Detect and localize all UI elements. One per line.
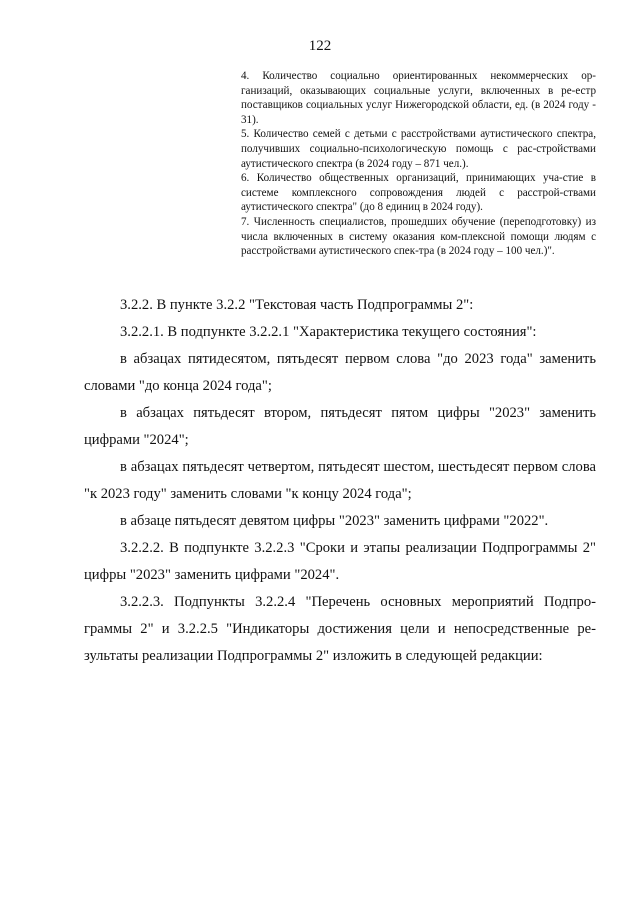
indicator-item: 7. Численность специалистов, прошедших обучение (переподготовку) из числа включенных в систему оказания ком-плексной помощи людям с расстройствами аутистического спек-тра (в 2024 году – 100 чел.)". xyxy=(241,215,596,258)
paragraph: 3.2.2.1. В подпункте 3.2.2.1 "Характеристика текущего состояния": xyxy=(120,324,537,340)
paragraph: 3.2.2.2. В подпункте 3.2.2.3 "Сроки и этапы реализации Подпрограммы 2" цифры "2023" заменить цифрами "2024". xyxy=(84,540,596,583)
indicator-item: 6. Количество общественных организаций, принимающих уча-стие в системе комплексного сопровождения людей с расстрой-ствами аутистического спектра" (до 8 единиц в 2024 году). xyxy=(241,172,596,214)
document-body xyxy=(84,292,596,670)
paragraph: в абзацах пятьдесят втором, пятьдесят пятом цифры "2023" заменить цифрами "2024"; xyxy=(84,405,596,448)
indicator-item: 4. Количество социально ориентированных некоммерческих ор-ганизаций, оказывающих социальные услуги, включенных в ре-естр поставщиков социальных услуг Нижегородской области, ед. (в 2024 году - 31). xyxy=(241,70,596,126)
indicator-table-cell xyxy=(241,69,596,259)
paragraph: 3.2.2. В пункте 3.2.2 "Текстовая часть Подпрограммы 2": xyxy=(120,297,474,313)
paragraph: 3.2.2.3. Подпункты 3.2.2.4 "Перечень основных мероприятий Подпро-граммы 2" и 3.2.2.5 "Индикаторы достижения цели и непосредственные ре-зультаты реализации Подпрограммы 2" изложить в следующей редакции: xyxy=(84,594,596,664)
page-number: 122 xyxy=(308,38,332,54)
paragraph: в абзацах пятьдесят четвертом, пятьдесят шестом, шестьдесят первом слова "к 2023 году" заменить словами "к концу 2024 года"; xyxy=(84,459,596,502)
paragraph: в абзацах пятидесятом, пятьдесят первом слова "до 2023 года" заменить словами "до конца 2024 года"; xyxy=(84,351,596,394)
paragraph: в абзаце пятьдесят девятом цифры "2023" заменить цифрами "2022". xyxy=(120,513,549,529)
indicator-item: 5. Количество семей с детьми с расстройствами аутистического спектра, получивших социально-психологическую помощь с рас-стройствами аутистического спектра (в 2024 году – 871 чел.). xyxy=(241,128,596,170)
